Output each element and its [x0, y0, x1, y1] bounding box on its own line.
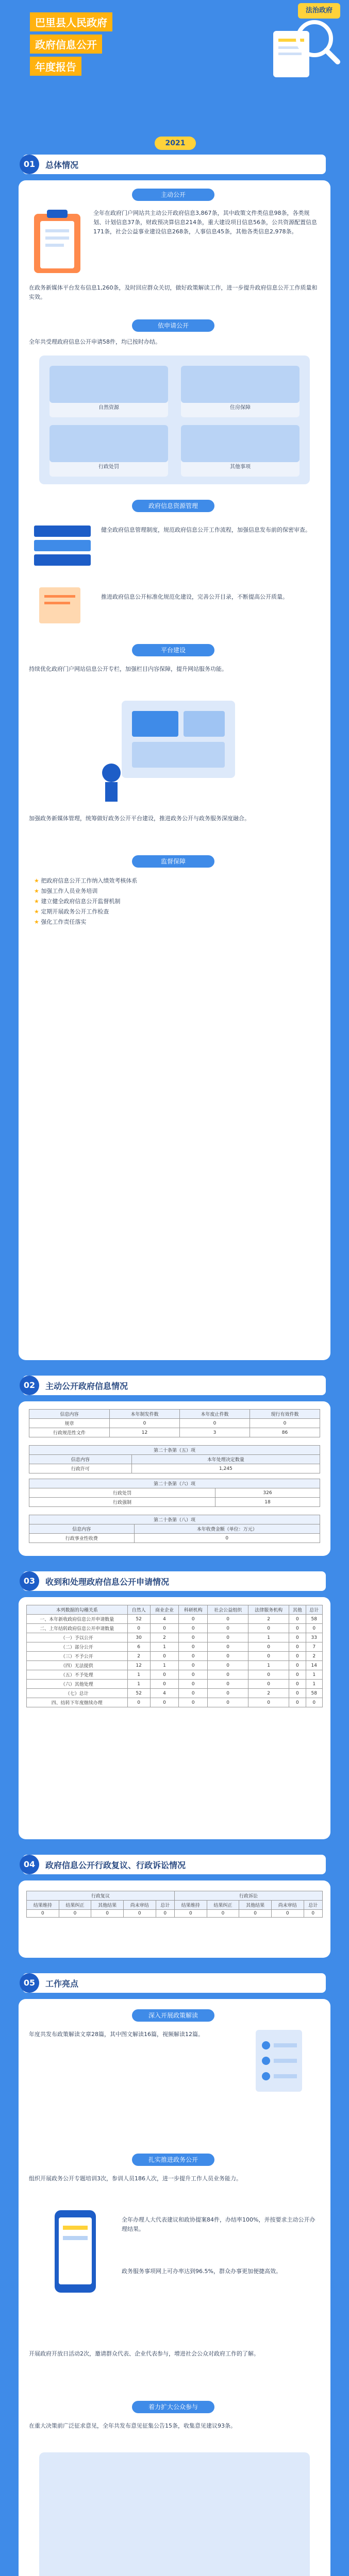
hero-line-3: 年度报告 — [30, 57, 81, 76]
table-row: 四、结转下年度继续办理 0 0 0 0 0 0 0 — [27, 1698, 323, 1707]
participation-image — [39, 2452, 310, 2576]
section-1-number: 01 — [20, 155, 39, 174]
section-4-card — [19, 1880, 330, 1958]
table-fees: 第二十条第（八）项 信息内容 本年收费金额（单位：万元） 行政事业性收费 0 — [29, 1515, 320, 1543]
s1-paragraph-2: 在政务新媒体平台发布信息1,260条，及时回应群众关切，做好政策解读工作，进一步提升政府信息公开工作质量和实效。 — [29, 284, 318, 300]
s5-paragraph-5: 开展政府开放日活动2次，邀请群众代表、企业代表参与，增进社会公众对政府工作的了解。 — [29, 2350, 259, 2357]
table-row: （五）不予处理 1 0 0 0 0 0 1 — [27, 1670, 323, 1680]
table-row: 0 0 0 0 0 0 0 0 0 0 — [27, 1910, 323, 1918]
section-1-title: 总体情况 — [45, 160, 79, 170]
hero-line-1: 巴里县人民政府 — [30, 12, 112, 31]
s5-paragraph-1: 年度共发布政策解读文章28篇，其中图文解读16篇，视频解读12篇。 — [29, 2031, 204, 2038]
table-row: （一）予以公开 30 2 0 0 1 0 33 — [27, 1633, 323, 1642]
list-item: ★ 建立健全政府信息公开监督机制 — [34, 896, 315, 907]
list-item: ★ 强化工作责任落实 — [34, 917, 315, 927]
section-2-number: 02 — [20, 1376, 39, 1395]
document-stack-icon — [29, 582, 96, 629]
pill-public-participation: 着力扩大公众参与 — [132, 2401, 214, 2413]
s1-paragraph-5: 推进政府信息公开标准化规范化建设，完善公开目录，不断提高公开质量。 — [101, 594, 288, 600]
magnifier-document-icon — [268, 10, 340, 88]
binders-icon — [29, 520, 96, 577]
list-item: ★ 定期开展政务公开工作检查 — [34, 907, 315, 917]
pill-platform: 平台建设 — [132, 644, 214, 656]
pill-resource-management: 政府信息资源管理 — [132, 500, 214, 512]
pill-policy-interpretation: 深入开展政策解读 — [132, 2009, 214, 2022]
s5-paragraph-2: 组织开展政务公开专题培训3次，参训人员186人次，进一步提升工作人员业务能力。 — [29, 2175, 242, 2182]
s1-paragraph-7: 加强政务新媒体管理，统筹做好政务公开平台建设，推进政务公开与政务服务深度融合。 — [29, 815, 250, 822]
table-row: （二）部分公开 6 1 0 0 0 0 7 — [27, 1642, 323, 1652]
section-1-card — [19, 180, 330, 1360]
section-5-card — [19, 1999, 330, 2576]
section-5-number: 05 — [20, 1973, 39, 1993]
section-3-title: 收到和处理政府信息公开申请情况 — [45, 1577, 170, 1587]
section-2-header — [23, 1376, 326, 1395]
checklist-illustration — [245, 2025, 318, 2097]
table-row: 一、本年新收政府信息公开申请数量 52 4 0 0 2 0 58 — [27, 1615, 323, 1624]
report-year: 2021 — [155, 137, 196, 150]
s1-paragraph-6: 持续优化政府门户网站信息公开专栏，加强栏目内容保障，提升网站服务功能。 — [29, 666, 227, 672]
hero-line-2: 政府信息公开 — [30, 35, 102, 54]
s5-paragraph-6: 在重大决策前广泛征求意见，全年共发布意见征集公告15条，收集意见建议93条。 — [29, 2422, 236, 2429]
table-applications: 本列数据的勾稽关系 自然人 商业企业 科研机构 社会公益组织 法律服务机构 其他 总计 一、本年新收政府信息公开申请数量 52 4 0 0 2 0 58 二、上年结转政府信息公开申请数量 0 0 0 0 0 0 0 （一）予以公开 30 2 0 0 1 0 33 （二）部分公开 6 1 0 0 0 0 7 （三）不予公开 2 0 0 0 0 0 2 （四）无法提供 12 1 0 0 1 0 14 （五）不予处理 1 0 0 0 0 0 1 （六）其他处理 1 0 0 0 0 0 1 （七）总计 52 4 0 0 2 0 58 四、结转下年度继续办理 0 0 0 0 0 0 0 — [26, 1605, 323, 1707]
table-row: （六）其他处理 1 0 0 0 0 0 1 — [27, 1680, 323, 1689]
clipboard-icon — [29, 209, 86, 276]
phone-illustration — [39, 2205, 111, 2318]
section-2-card — [19, 1401, 330, 1556]
table-review-litigation: 行政复议 行政诉讼 结果维持 结果纠正 其他结果 尚未审结 总计 结果维持 结果纠正 其他结果 尚未审结 总计 0 0 0 0 0 0 0 0 0 0 — [26, 1891, 323, 1918]
section-4-header — [23, 1855, 326, 1874]
table-row: （七）总计 52 4 0 0 2 0 58 — [27, 1689, 323, 1698]
section-4-title: 政府信息公开行政复议、行政诉讼情况 — [45, 1860, 186, 1870]
table-licensing: 第二十条第（五）项 信息内容 本年处理决定数量 行政许可 1,245 — [29, 1445, 320, 1473]
section-3-card — [19, 1597, 330, 1839]
pill-supervision: 监督保障 — [132, 855, 214, 868]
table-row: 行政规范性文件 12 3 86 — [29, 1428, 320, 1437]
section-4-number: 04 — [20, 1855, 39, 1874]
s1-paragraph-4: 健全政府信息管理制度，规范政府信息公开工作流程，加强信息发布前的保密审查。 — [101, 527, 311, 533]
table-row: （三）不予公开 2 0 0 0 0 0 2 — [27, 1652, 323, 1661]
s5-paragraph-3: 全年办理人大代表建议和政协提案84件，办结率100%，并按要求主动公开办理结果。 — [122, 2216, 315, 2232]
list-item: ★ 把政府信息公开工作纳入绩效考核体系 — [34, 876, 315, 886]
table-row: 行政事业性收费 0 — [29, 1534, 320, 1543]
list-item: ★ 加强工作人员业务培训 — [34, 886, 315, 896]
table-row: 行政许可 1,245 — [29, 1464, 320, 1473]
s1-paragraph-3: 全年共受理政府信息公开申请58件，均已按时办结。 — [29, 338, 161, 345]
s5-paragraph-4: 政务服务事项网上可办率达到96.5%，群众办事更加便捷高效。 — [122, 2268, 281, 2275]
dashboard-illustration — [91, 690, 261, 804]
section-3-number: 03 — [20, 1571, 39, 1591]
section-1-header — [23, 155, 326, 174]
section-5-title: 工作亮点 — [45, 1978, 79, 1989]
section-5-header — [23, 1973, 326, 1993]
table-enforcement: 第二十条第（六）项 行政处罚 326 行政强制 18 — [29, 1479, 320, 1507]
chip-other: 其他事项 — [181, 425, 300, 477]
pill-active-disclosure: 主动公开 — [132, 189, 214, 201]
section-2-title: 主动公开政府信息情况 — [45, 1381, 128, 1391]
chip-housing: 住房保障 — [181, 366, 300, 417]
table-row: 二、上年结转政府信息公开申请数量 0 0 0 0 0 0 0 — [27, 1624, 323, 1633]
pill-on-request: 依申请公开 — [132, 319, 214, 332]
supervision-list — [34, 876, 315, 927]
chip-natural-resources: 自然资源 — [49, 366, 168, 417]
table-row: （四）无法提供 12 1 0 0 1 0 14 — [27, 1661, 323, 1670]
s1-paragraph-1: 全年在政府门户网站共主动公开政府信息3,867条，其中政策文件类信息98条，各类规划、计划信息37条，财政预决算信息214条，重大建设项目信息56条，公共资源配置信息171条，社会公益事业建设信息268条，人事信息45条，其他各类信息2,978条。 — [93, 210, 317, 235]
table-regulations: 信息内容 本年制发件数 本年废止件数 现行有效件数 规章 0 0 0 行政规范性文件 12 3 86 — [29, 1409, 320, 1437]
hero-title-block — [30, 9, 252, 112]
chip-penalty: 行政处罚 — [49, 425, 168, 477]
table-row: 行政处罚 326 — [29, 1488, 320, 1498]
pill-open-government: 扎实推进政务公开 — [132, 2154, 214, 2166]
section-3-header — [23, 1571, 326, 1591]
table-row: 规章 0 0 0 — [29, 1419, 320, 1428]
table-row: 行政强制 18 — [29, 1498, 320, 1507]
category-badge: 法治政府 — [298, 3, 340, 19]
